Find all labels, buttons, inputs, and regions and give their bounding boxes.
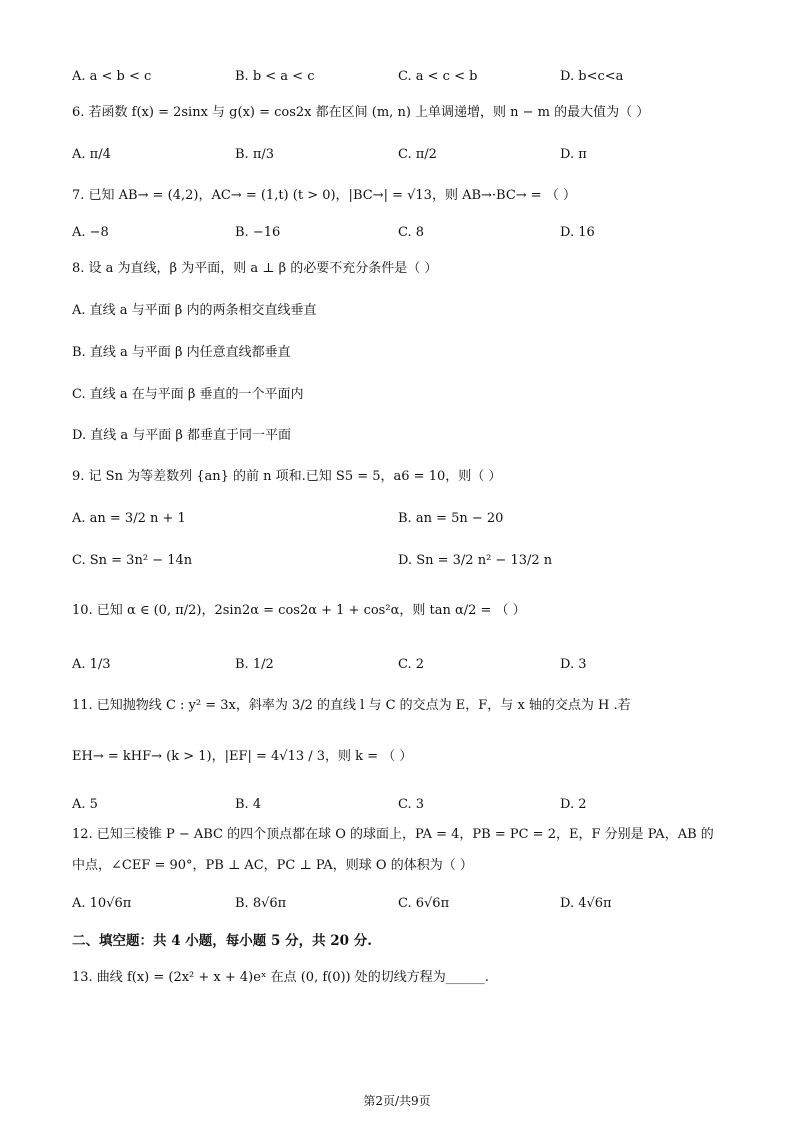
q5-option-a: A. a < b < c [72,69,152,84]
q5-option-b: B. b < a < c [235,69,315,84]
q11-stem-line1: 11. 已知抛物线 C : y² = 3x，斜率为 3/2 的直线 l 与 C 的交点为 E，F，与 x 轴的交点为 H .若 [72,698,631,713]
q8-option-a: A. 直线 a 与平面 β 内的两条相交直线垂直 [72,303,317,318]
q8-option-c: C. 直线 a 在与平面 β 垂直的一个平面内 [72,387,304,402]
q10-option-d: D. 3 [560,657,587,672]
q8-option-d: D. 直线 a 与平面 β 都垂直于同一平面 [72,428,292,443]
q8-stem: 8. 设 a 为直线，β 为平面，则 a ⊥ β 的必要不充分条件是（ ） [72,261,438,276]
q5-option-d: D. b<c<a [560,69,624,84]
q7-option-b: B. −16 [235,225,281,240]
q10-stem: 10. 已知 α ∈ (0, π/2)，2sin2α = cos2α + 1 + cos²α，则 tan α/2 = （ ） [72,603,526,618]
q12-option-b: B. 8√6π [235,896,287,911]
q10-option-b: B. 1/2 [235,657,274,672]
q7-option-a: A. −8 [72,225,109,240]
q7-option-d: D. 16 [560,225,595,240]
section-heading-fill-in: 二、填空题：共 4 小题，每小题 5 分，共 20 分. [72,933,372,949]
q9-option-c: C. Sn = 3n² − 14n [72,553,193,568]
q10-option-a: A. 1/3 [72,657,111,672]
q12-option-d: D. 4√6π [560,896,612,911]
q9-stem: 9. 记 Sn 为等差数列 {an} 的前 n 项和.已知 S5 = 5，a6 = 10，则（ ） [72,469,502,484]
q6-stem: 6. 若函数 f(x) = 2sinx 与 g(x) = cos2x 都在区间 (m, n) 上单调递增，则 n − m 的最大值为（ ） [72,105,650,120]
q13-stem: 13. 曲线 f(x) = (2x² + x + 4)eˣ 在点 (0, f(0)) 处的切线方程为______. [72,970,489,985]
q12-stem-line1: 12. 已知三棱锥 P − ABC 的四个顶点都在球 O 的球面上，PA = 4，PB = PC = 2，E，F 分别是 PA，AB 的 [72,827,714,842]
q6-option-a: A. π/4 [72,147,111,162]
q11-option-a: A. 5 [72,797,98,812]
q6-option-d: D. π [560,147,587,162]
q12-stem-line2: 中点，∠CEF = 90°，PB ⊥ AC，PC ⊥ PA，则球 O 的体积为（ ） [72,858,473,873]
page-footer: 第2页/共9页 [363,1094,431,1108]
q9-option-d: D. Sn = 3/2 n² − 13/2 n [398,553,553,568]
q6-option-c: C. π/2 [398,147,437,162]
q11-option-d: D. 2 [560,797,587,812]
q7-option-c: C. 8 [398,225,425,240]
q7-stem: 7. 已知 AB→ = (4,2)，AC→ = (1,t) (t > 0)，|BC→| = √13，则 AB→·BC→ = （ ） [72,188,576,203]
q9-option-a: A. an = 3/2 n + 1 [72,511,186,526]
q6-option-b: B. π/3 [235,147,275,162]
q8-option-b: B. 直线 a 与平面 β 内任意直线都垂直 [72,345,291,360]
q12-option-c: C. 6√6π [398,896,450,911]
q12-option-a: A. 10√6π [72,896,132,911]
q9-option-b: B. an = 5n − 20 [398,511,504,526]
q11-stem-line2: EH→ = kHF→ (k > 1)，|EF| = 4√13 / 3，则 k = （ ） [72,749,413,764]
q10-option-c: C. 2 [398,657,425,672]
q11-option-c: C. 3 [398,797,425,812]
q5-option-c: C. a < c < b [398,69,478,84]
q11-option-b: B. 4 [235,797,262,812]
